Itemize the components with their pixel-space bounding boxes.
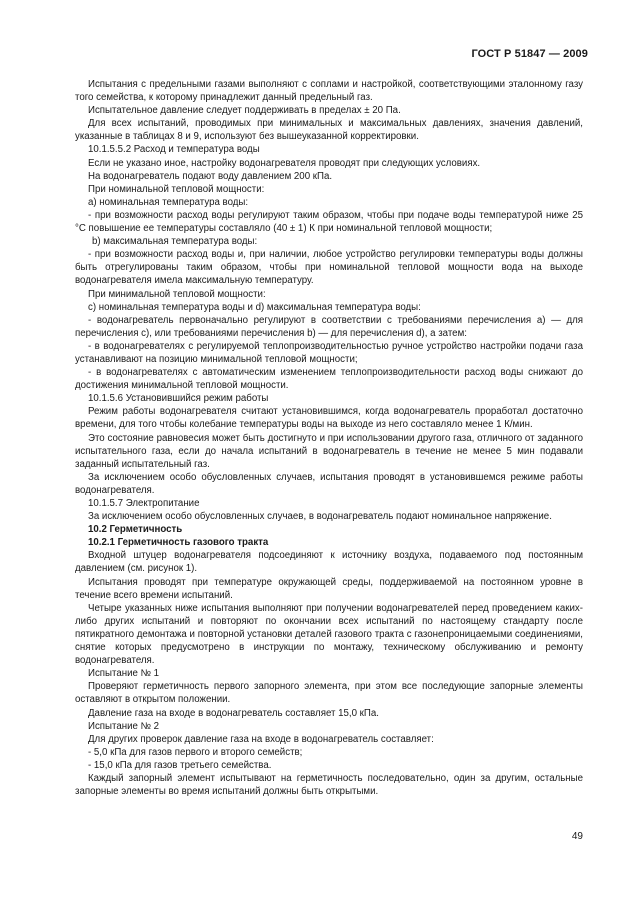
paragraph: - водонагреватель первоначально регулируют в соответствии с требованиями перечисления а) — для перечисления с), или требованиями перечисления b) — для перечисления d), а затем:: [75, 314, 583, 339]
paragraph: Испытание № 1: [88, 668, 160, 680]
paragraph: с) номинальная температура воды и d) максимальная температура воды:: [88, 301, 421, 313]
paragraph: При минимальной тепловой мощности:: [88, 288, 266, 300]
document-header: ГОСТ Р 51847 — 2009: [471, 48, 588, 60]
paragraph: 10.2 Герметичность: [88, 524, 183, 536]
paragraph: Испытания с предельными газами выполняют с соплами и настройкой, соответствующими эталонному газу того семейства, к которому принадлежит данный предельный газ.: [75, 79, 583, 104]
paragraph: - при возможности расход воды и, при наличии, любое устройство регулировки температуры воды должны быть отрегулированы таким образом, чтобы при номинальной тепловой мощности вода на выходе водонагревателя имела максимальную температуру.: [75, 249, 583, 287]
paragraph: За исключением особо обусловленных случаев, в водонагреватель подают номинальное напряжение.: [88, 511, 552, 523]
paragraph: 10.1.5.6 Установившийся режим работы: [88, 393, 269, 405]
paragraph: Это состояние равновесия может быть достигнуто и при использовании другого газа, отличного от заданного испытательного газа, если до начала испытаний в водонагреватель в течение не менее 5 мин подавали заданный испытательный газ.: [75, 432, 583, 470]
paragraph: Испытание № 2: [88, 720, 160, 732]
paragraph: За исключением особо обусловленных случаев, испытания проводят в установившемся режиме работы водонагревателя.: [75, 471, 583, 496]
paragraph: Для других проверок давление газа на входе в водонагреватель составляет:: [88, 733, 434, 745]
paragraph: На водонагреватель подают воду давлением 200 кПа.: [88, 170, 333, 182]
document-body: [75, 78, 583, 798]
paragraph: 10.1.5.5.2 Расход и температура воды: [88, 144, 260, 156]
paragraph: Давление газа на входе в водонагреватель составляет 15,0 кПа.: [88, 707, 379, 719]
paragraph: Каждый запорный элемент испытывают на герметичность последовательно, один за другим, остальные запорные элементы во время испытаний должны быть открытыми.: [75, 772, 583, 798]
paragraph: - 15,0 кПа для газов третьего семейства.: [88, 759, 272, 771]
paragraph: b) максимальная температура воды:: [92, 236, 258, 248]
paragraph: Испытательное давление следует поддерживать в пределах ± 20 Па.: [88, 105, 401, 117]
paragraph: 10.2.1 Герметичность газового тракта: [88, 537, 269, 549]
paragraph: - в водонагревателях с регулируемой теплопроизводительностью ручное устройство настройки подачи газа устанавливают на позицию минимальной тепловой мощности;: [75, 340, 583, 365]
paragraph: Испытания проводят при температуре окружающей среды, поддерживаемой на постоянном уровне в течение всего времени испытаний.: [75, 576, 583, 601]
paragraph: Для всех испытаний, проводимых при минимальных и максимальных давлениях, значения давлений, указанные в таблицах 8 и 9, используют без вышеуказанной корректировки.: [75, 118, 583, 143]
paragraph: а) номинальная температура воды:: [88, 196, 249, 208]
paragraph: Если не указано иное, настройку водонагревателя проводят при следующих условиях.: [88, 157, 481, 169]
paragraph: Входной штуцер водонагревателя подсоединяют к источнику воздуха, подаваемого под постоянным давлением (см. рисунок 1).: [75, 550, 583, 575]
paragraph: Четыре указанных ниже испытания выполняют при получении водонагревателей перед проведением каких-либо других испытаний и повторяют по окончании всех испытаний по настоящему стандарту после пятикратного демонтажа и повторной установки деталей газового тракта с газонепроницаемыми соединениями, снятие которых предусмотрено в инструкции по монтажу, техническому обслуживанию и ремонту водонагревателя.: [75, 602, 583, 667]
paragraph: Режим работы водонагревателя считают установившимся, когда водонагреватель проработал достаточно времени, для того чтобы колебание температуры воды на выходе из него составляло менее 1 К/мин.: [75, 406, 583, 431]
paragraph: - в водонагревателях с автоматическим изменением теплопроизводительности расход воды снижают до достижения минимальной тепловой мощности.: [75, 367, 583, 392]
paragraph: 10.1.5.7 Электропитание: [88, 498, 200, 509]
paragraph: При номинальной тепловой мощности:: [88, 183, 265, 195]
paragraph: - при возможности расход воды регулируют таким образом, чтобы при подаче воды температурой ниже 25 °С повышение ее температуры составляло (40 ± 1) К при номинальной тепловой мощности;: [75, 209, 583, 235]
paragraph: - 5,0 кПа для газов первого и второго семейств;: [88, 746, 303, 758]
page-number: 49: [571, 831, 583, 842]
paragraph: Проверяют герметичность первого запорного элемента, при этом все последующие запорные элементы оставляют в открытом положении.: [75, 681, 583, 706]
